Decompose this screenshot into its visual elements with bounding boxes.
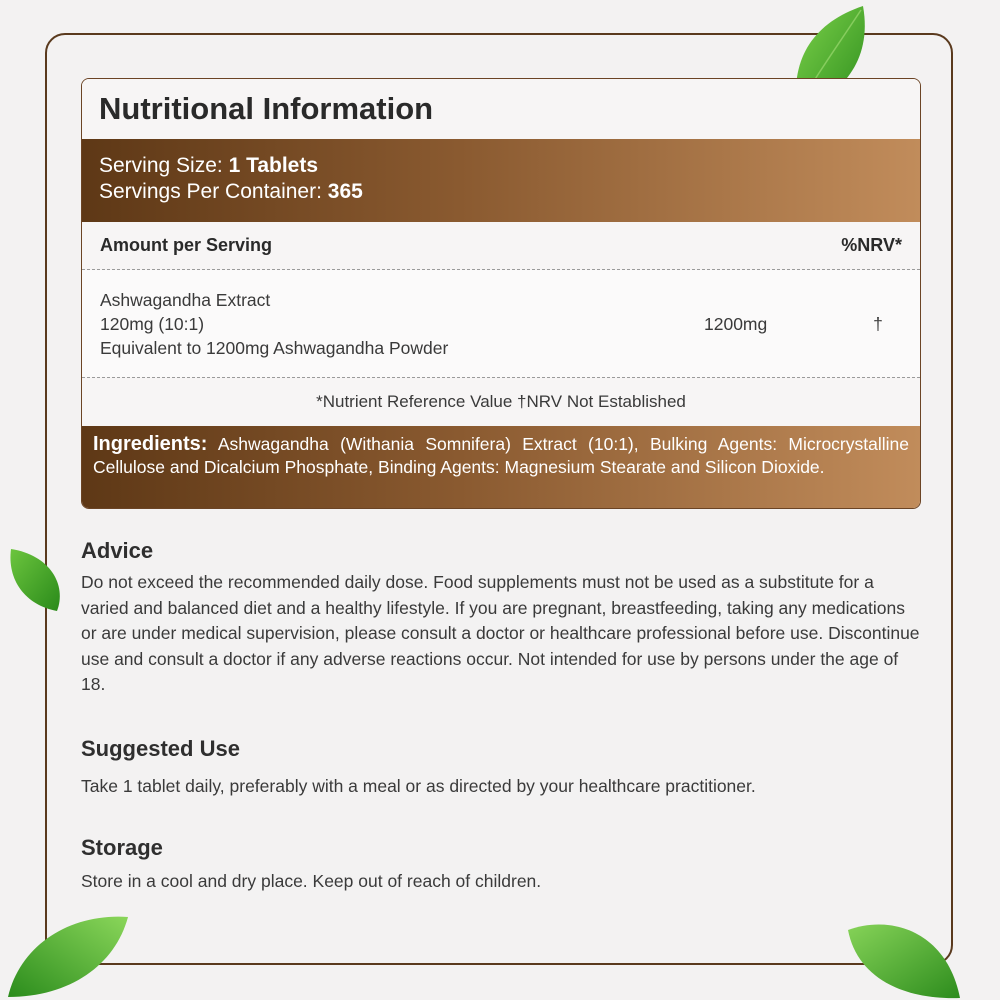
ingredients-label: Ingredients: <box>93 433 208 455</box>
nrv-header: %NRV* <box>841 235 902 255</box>
ingredients-band <box>82 426 920 509</box>
storage-section <box>81 835 921 895</box>
ingredients-text: Ashwagandha (Withania Somnifera) Extract (10:1), Bulking Agents: Microcrystalline Cellulose and Dicalcium Phosphate, Binding Agents: Magnesium Stearate and Silicon Dioxide. <box>93 434 909 477</box>
suggested-use-text: Take 1 tablet daily, preferably with a meal or as directed by your healthcare practitioner. <box>81 776 756 796</box>
storage-text: Store in a cool and dry place. Keep out of reach of children. <box>81 871 542 891</box>
advice-text: Do not exceed the recommended daily dose. Food supplements must not be used as a substitute for a varied and balanced diet and a healthy lifestyle. If you are pregnant, breastfeeding, taking any medications or are under medical supervision, please consult a doctor or healthcare professional before use. Discontinue use and consult a doctor if any adverse reactions occur. Not intended for use by persons under the age of 18. <box>81 572 920 695</box>
nrv-footnote: *Nutrient Reference Value †NRV Not Established <box>82 378 920 426</box>
serving-size-label: Serving Size: <box>99 154 229 177</box>
nutrient-nrv: † <box>873 313 883 334</box>
leaf-icon <box>5 545 67 615</box>
nutrient-name-line: Ashwagandha Extract <box>100 289 271 310</box>
advice-title: Advice <box>81 538 154 563</box>
advice-section <box>81 538 921 698</box>
nutrition-card <box>81 78 921 509</box>
servings-per-container-label: Servings Per Container: <box>99 180 328 203</box>
suggested-use-title: Suggested Use <box>81 736 240 761</box>
table-header-row <box>82 222 920 269</box>
nutrient-name-line: 120mg (10:1) <box>100 313 205 334</box>
serving-info-band <box>82 139 920 222</box>
nutrition-title: Nutritional Information <box>82 79 920 139</box>
nutrient-amount: 1200mg <box>704 313 768 334</box>
leaf-icon <box>0 905 135 1000</box>
suggested-use-section <box>81 736 921 800</box>
amount-per-serving-header: Amount per Serving <box>100 235 273 255</box>
servings-per-container-value: 365 <box>327 180 363 203</box>
table-row <box>82 270 920 377</box>
serving-size <box>99 153 903 179</box>
serving-size-value: 1 Tablets <box>228 154 319 177</box>
leaf-icon <box>842 912 967 1000</box>
nutrient-name <box>100 288 704 360</box>
storage-title: Storage <box>81 835 163 860</box>
servings-per-container <box>99 179 903 205</box>
nutrient-name-line: Equivalent to 1200mg Ashwagandha Powder <box>100 337 449 358</box>
